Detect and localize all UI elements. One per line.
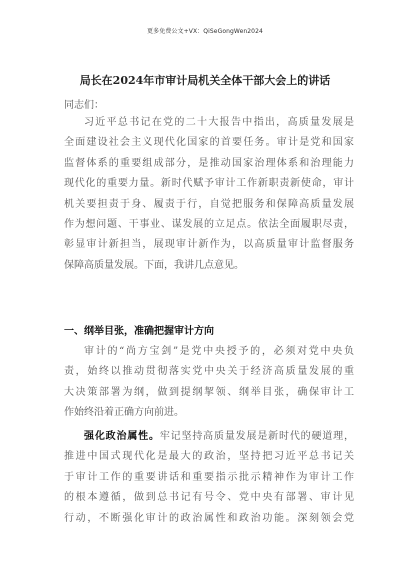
- text-run: 牢记坚持高质量发展是新时代的硬道理，: [159, 431, 354, 442]
- paragraph-intro: [64, 113, 354, 276]
- text-line: 大决策部署为纲，做到提纲挈领、纲举目张，确保审计工: [64, 386, 354, 398]
- text-line: 机关要担责于身、履责于行，自觉把服务和保障高质量发展: [64, 198, 354, 210]
- text-line: [64, 427, 354, 447]
- text-line: 审计的“尚方宝剑”是党中央授予的，必须对党中央负: [84, 346, 354, 357]
- text-line: 行动，不断强化审计的政治属性和政治功能。深刻领会党: [64, 512, 354, 524]
- salutation: 同志们：: [64, 100, 104, 111]
- text-line: 监督体系的重要组成部分，是推动国家治理体系和治理能力: [64, 157, 354, 169]
- text-line: 责，始终以推动贯彻落实党中央关于经济高质量发展的重: [64, 366, 354, 378]
- text-line: 推进中国式现代化是最大的政治，坚持把习近平总书记关: [64, 451, 354, 463]
- text-line: 的根本遵循，做到总书记有号令、党中央有部署、审计见: [64, 492, 354, 504]
- section-heading: 一、纲举目张，准确把握审计方向: [64, 326, 214, 337]
- paragraph-political: [64, 427, 354, 529]
- text-line: 作为想问题、干事业、谋发展的立足点。依法全面履职尽责，: [64, 218, 354, 230]
- text-line: 彰显审计新担当，展现审计新作为，以高质量审计监督服务: [64, 239, 354, 251]
- text-line: 习近平总书记在党的二十大报告中指出，高质量发展是: [84, 117, 354, 128]
- page-title: 局长在2024年市审计局机关全体干部大会上的讲话: [79, 74, 331, 87]
- paragraph-section1: [64, 342, 354, 424]
- text-line: 作始终沿着正确方向前进。: [64, 407, 184, 419]
- text-line: 现代化的重要力量。新时代赋予审计工作新职责新使命，审计: [64, 178, 354, 190]
- header-note: 更多免费公文+VX：QiSeGongWen2024: [147, 28, 263, 35]
- text-line: 保障高质量发展。下面，我讲几点意见。: [64, 259, 244, 271]
- text-line: 全面建设社会主义现代化国家的首要任务。审计是党和国家: [64, 137, 354, 149]
- bold-lead-text: 强化政治属性。: [84, 431, 160, 442]
- text-line: 于审计工作的重要讲话和重要指示批示精神作为审计工作: [64, 471, 354, 483]
